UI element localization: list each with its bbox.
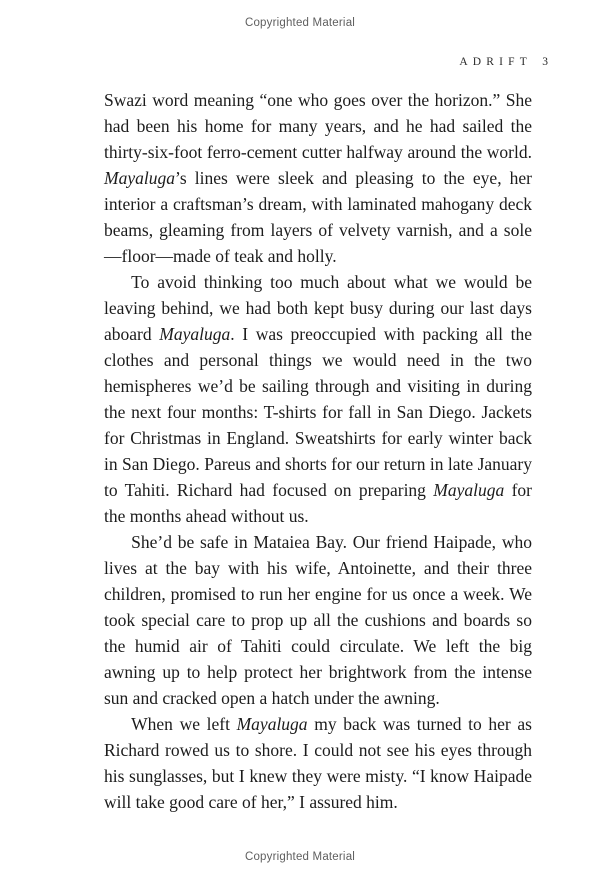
text-run: To avoid thinking too much about what we would be leaving behind, we had both kept busy during our last days aboard [104,272,532,344]
italic-run: Mayaluga [236,714,308,734]
text-run: She’d be safe in Mataiea Bay. Our friend Haipade, who lives at the bay with his wife, Antoinette, and their three children, promised to run her engine for us once a week. We took special care to prop up all the cushions and boards so the humid air of Tahiti could circulate. We left the big awning up to help protect her brightwork from the intense sun and cracked open a hatch under the awning. [104,532,532,708]
italic-run: Mayaluga [159,324,231,344]
body-text [104,87,532,815]
text-run: . I was preoccupied with packing all the clothes and personal things we would need in the two hemispheres we’d be sailing through and visiting in during the next four months: T-shirts for fall in San Diego. Jackets for Christmas in England. Sweatshirts for early winter back in San Diego. Pareus and shorts for our return in late January to Tahiti. Richard had focused on preparing [104,324,532,500]
text-run: ’s lines were sleek and pleasing to the eye, her interior a craftsman’s dream, with laminated mahogany deck beams, gleaming from layers of velvety varnish, and a sole—floor—made of teak and holly. [104,168,532,266]
paragraph [104,529,532,711]
running-header [459,56,548,68]
text-run: for the months ahead without us. [104,480,532,526]
paragraph [104,711,532,815]
text-run: When we left [131,714,237,734]
italic-run: Mayaluga [104,168,175,188]
copyright-notice-bottom: Copyrighted Material [244,851,356,863]
page-number: 3 [542,56,548,68]
italic-run: Mayaluga [433,480,505,500]
text-run: my back was turned to her as Richard rowed us to shore. I could not see his eyes through his sunglasses, but I knew they were misty. “I know Haipade will take good care of her,” I assured him. [104,714,532,812]
copyright-notice-top: Copyrighted Material [244,17,356,29]
paragraph [104,87,532,269]
book-title: ADRIFT [459,56,532,68]
text-run: Swazi word meaning “one who goes over the horizon.” She had been his home for many years, and he had sailed the thirty-six-foot ferro-cement cutter halfway around the world. [104,90,532,162]
paragraph [104,269,532,529]
